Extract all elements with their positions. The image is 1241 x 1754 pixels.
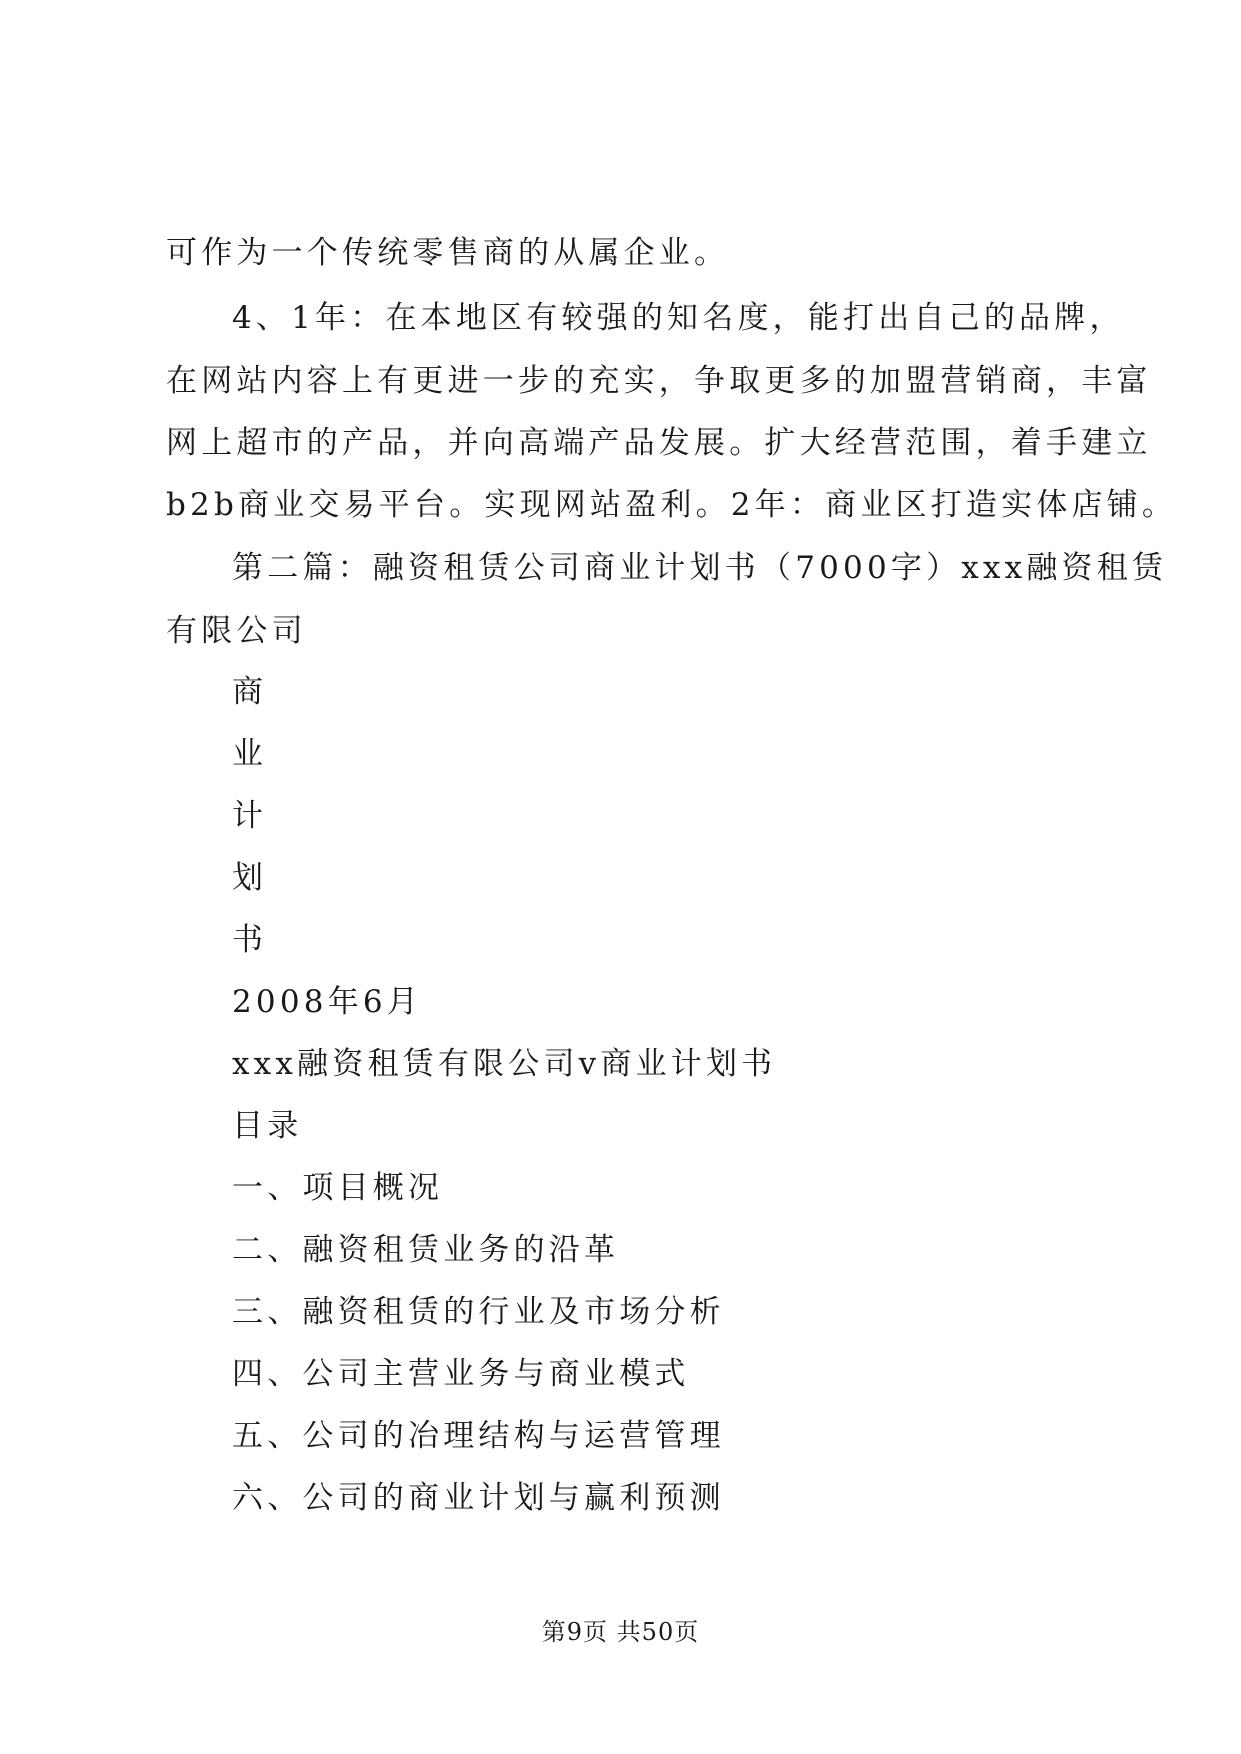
- title-char: 商: [232, 674, 268, 710]
- toc-item: 三、融资租赁的行业及市场分析: [232, 1294, 725, 1330]
- toc-heading: 目录: [232, 1108, 303, 1144]
- toc-item: 五、公司的冶理结构与运营管理: [232, 1418, 725, 1454]
- title-char: 划: [232, 860, 268, 896]
- body-line: 4、1年：在本地区有较强的知名度，能打出自己的品牌，: [232, 300, 1125, 336]
- toc-item: 六、公司的商业计划与赢利预测: [232, 1480, 725, 1516]
- toc-item: 四、公司主营业务与商业模式: [232, 1356, 690, 1392]
- body-line: 网上超市的产品，并向高端产品发展。扩大经营范围，着手建立: [166, 425, 1152, 461]
- toc-item: 一、项目概况: [232, 1170, 444, 1206]
- section-heading: 第二篇：融资租赁公司商业计划书（7000字）xxx融资租赁: [232, 550, 1168, 586]
- date-line: 2008年6月: [232, 984, 423, 1020]
- title-char: 业: [232, 736, 268, 772]
- toc-item: 二、融资租赁业务的沿革: [232, 1232, 620, 1268]
- body-line: 在网站内容上有更进一步的充实，争取更多的加盟营销商，丰富: [166, 363, 1152, 399]
- title-char: 书: [232, 922, 268, 958]
- body-line: b2b商业交易平台。实现网站盈利。2年：商业区打造实体店铺。: [166, 487, 1178, 523]
- body-line: 可作为一个传统零售商的从属企业。: [166, 235, 730, 271]
- title-char: 计: [232, 798, 268, 834]
- doc-title-line: xxx融资租赁有限公司v商业计划书: [232, 1046, 777, 1082]
- body-line: 有限公司: [166, 613, 307, 649]
- page-footer: 第9页 共50页: [541, 1618, 700, 1646]
